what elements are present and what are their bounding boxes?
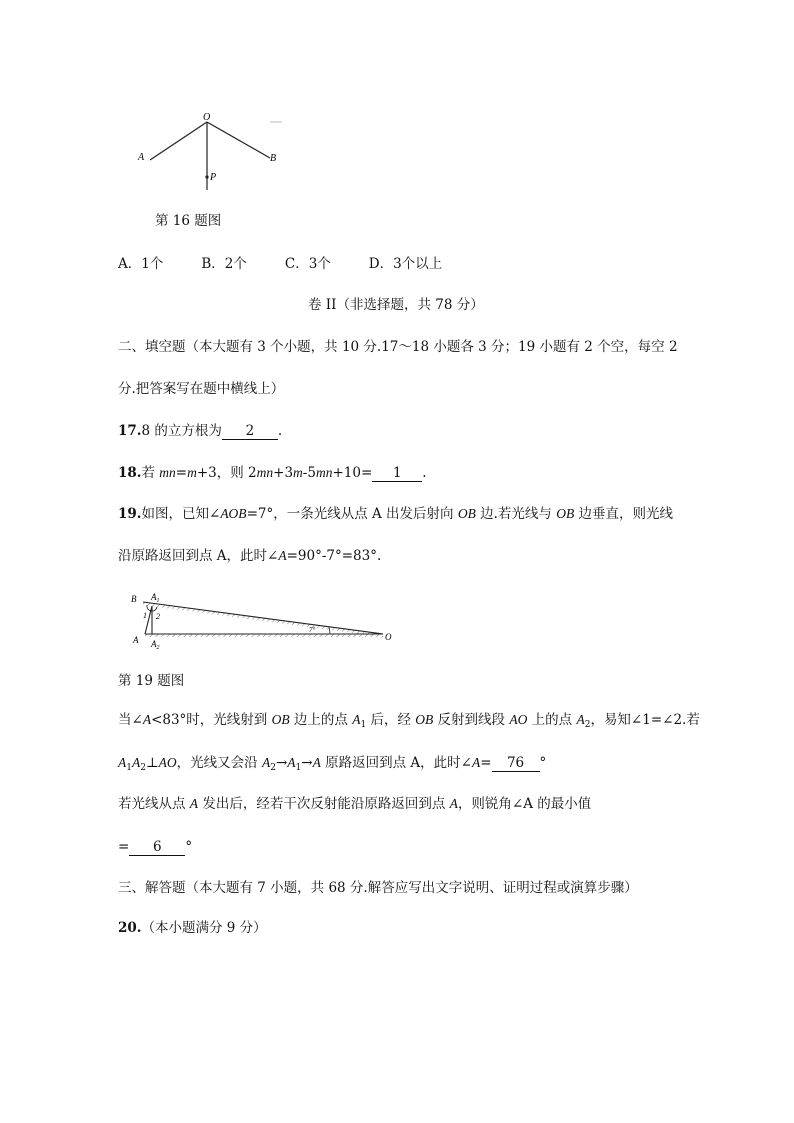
figure-16	[130, 110, 300, 200]
option-a: A．1个	[118, 256, 164, 272]
option-b: B．2个	[201, 256, 247, 272]
fill-intro-line1: 二、填空题（本大题有 3 个小题，共 10 分.17～18 小题各 3 分；19 小题有 2 个空，每空 2	[118, 339, 678, 355]
question-19-line2: 沿原路返回到点 A，此时∠A=90°-7°=83°.	[118, 548, 382, 564]
question-19-line5: 若光线从点 A 发出后，经若干次反射能沿原路返回到点 A，则锐角∠A 的最小值	[118, 796, 592, 812]
label-a: A	[138, 152, 145, 163]
fig16-caption: 第 16 题图	[155, 213, 222, 229]
solve-intro: 三、解答题（本大题有 7 小题，共 68 分.解答应写出文字说明、证明过程或演算步骤）	[118, 880, 638, 896]
section2-title: 卷 II（非选择题，共 78 分）	[308, 297, 484, 313]
fill-intro-line2: 分.把答案写在题中横线上）	[118, 381, 285, 397]
question-17: 17.8 的立方根为 2 .	[118, 423, 283, 439]
question-20: 20.（本小题满分 9 分）	[118, 920, 267, 936]
label-angle-2: 2	[156, 612, 160, 621]
label-a1: $A_1$	[151, 592, 160, 604]
answer-blank-18: 1	[372, 466, 422, 482]
fig19-caption: 第 19 题图	[118, 673, 185, 689]
label-b: B	[131, 594, 137, 604]
label-a2: $A_2$	[151, 639, 160, 651]
figure-19	[125, 588, 400, 654]
answer-blank-19b: 6	[129, 840, 185, 856]
answer-blank-17: 2	[222, 424, 278, 440]
label-b: B	[270, 153, 277, 164]
label-angle-7: 7°	[309, 626, 316, 634]
question-18: 18.若 mn=m+3，则 2mn+3m-5mn+10= 1 .	[118, 465, 427, 481]
question-19-line1: 19.如图，已知∠AOB=7°，一条光线从点 A 出发后射向 OB 边.若光线与 OB 边垂直，则光线	[118, 506, 674, 522]
option-d: D．3个以上	[368, 256, 443, 272]
question-19-line6: = 6 °	[118, 839, 193, 855]
label-angle-1: 1	[143, 611, 147, 620]
label-o: O	[203, 112, 211, 123]
label-o: O	[385, 632, 392, 642]
options	[118, 255, 442, 273]
answer-blank-19a: 76	[492, 756, 540, 772]
label-a: A	[133, 635, 139, 645]
label-p: P	[210, 172, 217, 183]
question-19-line3: 当∠A<83°时，光线射到 OB 边上的点 $A_1$ 后，经 OB 反射到线段 AO 上的点 $A_2$，易知∠1=∠2.若	[118, 712, 700, 730]
question-19-line4: $A_1A_2\perp AO$，光线又会沿 $A_2\to A_1\to A$ 原路返回到点 A，此时∠A= 76 °	[118, 755, 547, 773]
option-c: C．3个	[284, 256, 331, 272]
